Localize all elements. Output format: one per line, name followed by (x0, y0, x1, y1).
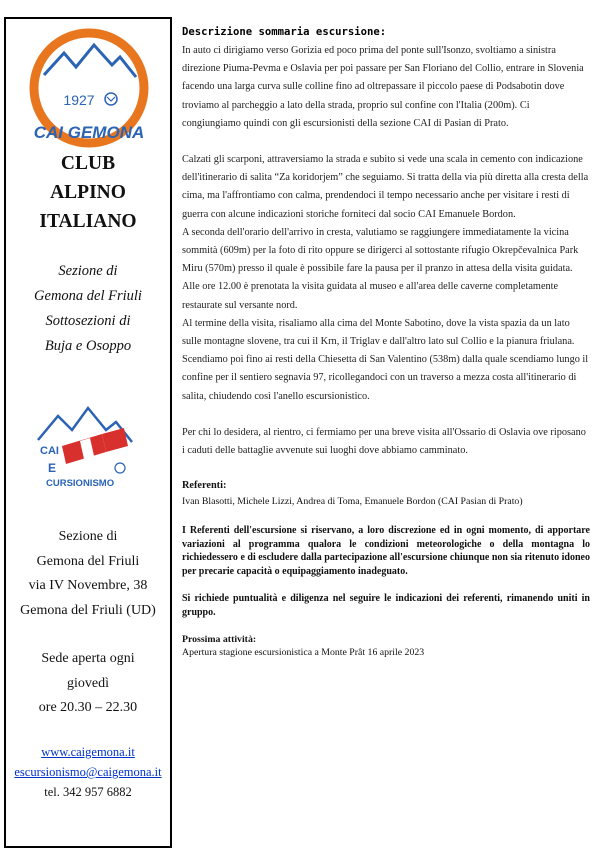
paragraph-summit-descent: Al termine della visita, risaliamo alla cima del Monte Sabotino, dove la vista spazia da un lato sulle montagne slovene, tra cui il Krn, il Triglav e dall'altro lato sul Collio e la pianura friulana. Scendiamo poi fino ai resti della Chiesetta di San Valentino (538m) dalla quale scendiamo lungo il confine per il sentiero segnavia 97, ricollegandoci con un traverso a mezza costa all'itinerario di salita, chiudendo così l'anello escursionistico. (182, 317, 589, 402)
club-name (6, 149, 170, 236)
referenti-title: Referenti: (182, 480, 227, 492)
address-line: via IV Novembre, 38 (28, 578, 148, 593)
section-line: Sottosezioni di (45, 313, 131, 329)
paragraph-ascent: Calzati gli scarponi, attraversiamo la strada e subito si vede una scala in cemento con indicazione dell'itinerario di salita “Za koridorjem” che seguiamo. Si tratta della via più diretta alla cresta della cima, ma l'affrontiamo con calma, prendendoci il tempo necessario anche per visitare i resti di guerra con alcune indicazioni storiche forniteci dal socio CAI Emanuele Bordon. (182, 154, 589, 220)
address-line: Sezione di (58, 529, 118, 544)
logo-name: CAI GEMONA (33, 123, 145, 142)
logo-year: 1927 (63, 92, 95, 108)
cai-gemona-logo-icon (16, 25, 162, 155)
logo-cai-text: CAI (40, 445, 59, 457)
section-line: Buja e Osoppo (44, 338, 132, 354)
paragraph-route-by-car: In auto ci dirigiamo verso Gorizia ed poco prima del ponte sull'Isonzo, svoltiamo a sinistra direzione Piuma-Pevma e Oslavia per poi passare per San Floriano del Collio, entrare in Slovenia facendo una larga curva sulle colline fino ad oltrepassare il piccolo paese di Podsabotin dove troviamo al parcheggio a lato della strada, proprio sul confine con l'Italia (200m). Ci congiungiamo quindi con gli escursionisti della sezione CAI di Pasian di Prato. (182, 45, 584, 129)
logo-letter-e: E (48, 461, 57, 475)
website-link[interactable]: www.caigemona.it (41, 745, 135, 759)
main-content (182, 26, 590, 659)
disclaimer-notice: I Referenti dell'escursione si riservano, a loro discrezione ed in ogni momento, di apportare variazioni al programma qualora le condizioni meteorologiche o della montagna lo richiedessero e di escludere dalla partecipazione all'escursione chiunque non sia ritenuto idoneo per precarie capacità o equipaggiamento inadeguato. (182, 525, 590, 577)
hours-line: Sede aperta ogni (41, 651, 135, 666)
cai-emblem-icon (105, 93, 117, 105)
hours-line: ore 20.30 – 22.30 (38, 700, 138, 715)
cai-emblem-small-icon (115, 463, 125, 473)
email-link[interactable]: escursionismo@caigemona.it (14, 765, 162, 779)
address-line: Gemona del Friuli (UD) (20, 602, 156, 618)
next-activity-text: Apertura stagione escursionistica a Monte Prât 16 aprile 2023 (182, 647, 425, 659)
cai-escursionismo-logo-icon (32, 402, 136, 500)
paragraph-ridge: A seconda dell'orario dell'arrivo in cresta, valutiamo se raggiungere immediatamente la vicina sommità (609m) per la foto di rito oppure se dirigerci al sottostante rifugio Okrepčevalnica Park Miru (570m) presso il quale è possibile fare la pausa per il pranzo in attesa della visita guidata. (182, 226, 579, 275)
club-line: ALPINO (50, 182, 126, 203)
address (6, 525, 170, 623)
address-line: Gemona del Friuli (36, 553, 140, 569)
club-line: CLUB (60, 153, 116, 174)
next-activity-title: Prossima attività: (182, 634, 257, 646)
referenti-names: Ivan Blasotti, Michele Lizzi, Andrea di Toma, Emanuele Bordon (CAI Pasian di Prato) (182, 496, 523, 508)
hours-line: giovedì (67, 675, 109, 691)
paragraph-guided-visit: Alle ore 12.00 è prenotata la visita guidata al museo e all'area delle caverne completamente restaurate sul versante nord. (182, 281, 559, 311)
contacts (6, 742, 170, 802)
paragraph-ossuary: Per chi lo desidera, al rientro, ci fermiamo per una breve visita all'Ossario di Oslavia ove riposano i caduti delle battaglie avvenute sui luoghi dove abbiamo camminato. (182, 426, 586, 457)
logo-escursionismo-text: CURSIONISMO (46, 478, 115, 489)
section-line: Sezione di (58, 263, 118, 279)
club-line: ITALIANO (39, 211, 137, 232)
section-line: Gemona del Friuli (34, 288, 142, 304)
sidebar (4, 17, 172, 848)
opening-hours (6, 647, 170, 721)
punctuality-notice: Si richiede puntualità e diligenza nel seguire le indicazioni dei referenti, rimanendo uniti in gruppo. (182, 593, 590, 618)
description-heading: Descrizione sommaria escursione: (182, 26, 387, 38)
phone-number: tel. 342 957 6882 (44, 785, 132, 799)
section-info (6, 259, 170, 359)
